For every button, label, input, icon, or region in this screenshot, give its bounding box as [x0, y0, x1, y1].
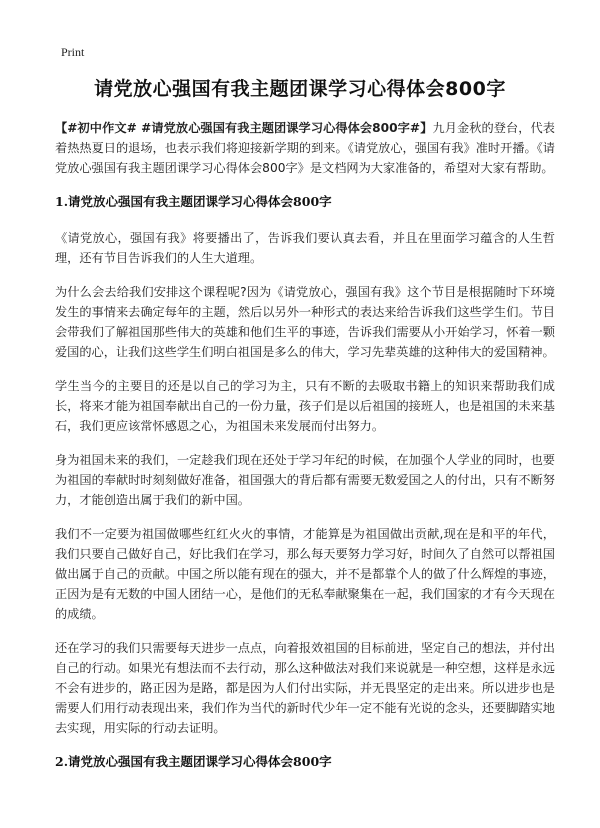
paragraph: 学生当今的主要目的还是以自己的学习为主，只有不断的去吸取书籍上的知识来帮助我们成长，将来才能为祖国奉献出自己的一份力量，孩子们是以后祖国的接班人，也是祖国的未来基石，我们更应该常怀感恩之心，为祖国未来发展而付出努力。	[55, 379, 555, 433]
paragraph: 《请党放心，强国有我》将要播出了，告诉我们要认真去看，并且在里面学习蕴含的人生哲理，还有节目告诉我们的人生大道理。	[55, 231, 555, 265]
paragraph: 身为祖国未来的我们，一定趁我们现在还处于学习年纪的时候，在加强个人学业的同时，也要为祖国的奉献时时刻刻做好准备，祖国强大的背后都有需要无数爱国之人的付出，只有不断努力，才能创造出属于我们的新中国。	[55, 453, 555, 507]
section-heading-1: 1.请党放心强国有我主题团课学习心得体会800字	[55, 194, 332, 209]
section-heading-2: 2.请党放心强国有我主题团课学习心得体会800字	[55, 754, 332, 769]
article-body	[55, 118, 555, 788]
paragraph: 为什么会去给我们安排这个课程呢?因为《请党放心，强国有我》这个节目是根据随时下环境发生的事情来去确定每年的主题，然后以另外一种形式的表达来给告诉我们这些学生们。节目会带我们了解祖国那些伟大的英雄和他们生平的事迹，告诉我们需要从小开始学习，怀着一颗爱国的心，让我们这些学生们明白祖国是多么的伟大，学习先辈英雄的这种伟大的爱国精神。	[55, 285, 555, 359]
print-link[interactable]: Print	[61, 45, 85, 59]
paragraph: 我们不一定要为祖国做哪些红红火火的事情，才能算是为祖国做出贡献,现在是和平的年代，我们只要自己做好自己，好比我们在学习，那么每天要努力学习好，时间久了自然可以帮祖国做出属于自己的贡献。中国之所以能有现在的强大，并不是都靠个人的做了什么辉煌的事迹，正因为是有无数的中国人团结一心，是他们的无私奉献聚集在一起，我们国家的才有今天现在的成绩。	[55, 527, 555, 621]
intro-tag: 【#初中作文# #请党放心强国有我主题团课学习心得体会800字#】	[55, 121, 433, 135]
paragraph: 还在学习的我们只需要每天进步一点点，向着报效祖国的目标前进，坚定自己的想法，并付出自己的行动。如果光有想法而不去行动，那么这种做法对我们来说就是一种空想，这样是永远不会有进步的，路正因为是路，都是因为人们付出实际，并无畏坚定的走出来。所以进步也是需要人们用行动表现出来，我们作为当代的新时代少年一定不能有光说的念头，还要脚踏实地去实现，用实际的行动去证明。	[55, 641, 555, 735]
intro-text: 九月金秋的登台，代表着热热夏日的退场，也表示我们将迎接新学期的到来。《请党放心，强国有我》准时开播。《请党放心强国有我主题团课学习心得体会800字》是文档网为大家准备的，希望对大家有帮助。	[55, 121, 555, 175]
page-title: 请党放心强国有我主题团课学习心得体会800字	[94, 78, 506, 100]
intro-paragraph	[55, 118, 555, 178]
